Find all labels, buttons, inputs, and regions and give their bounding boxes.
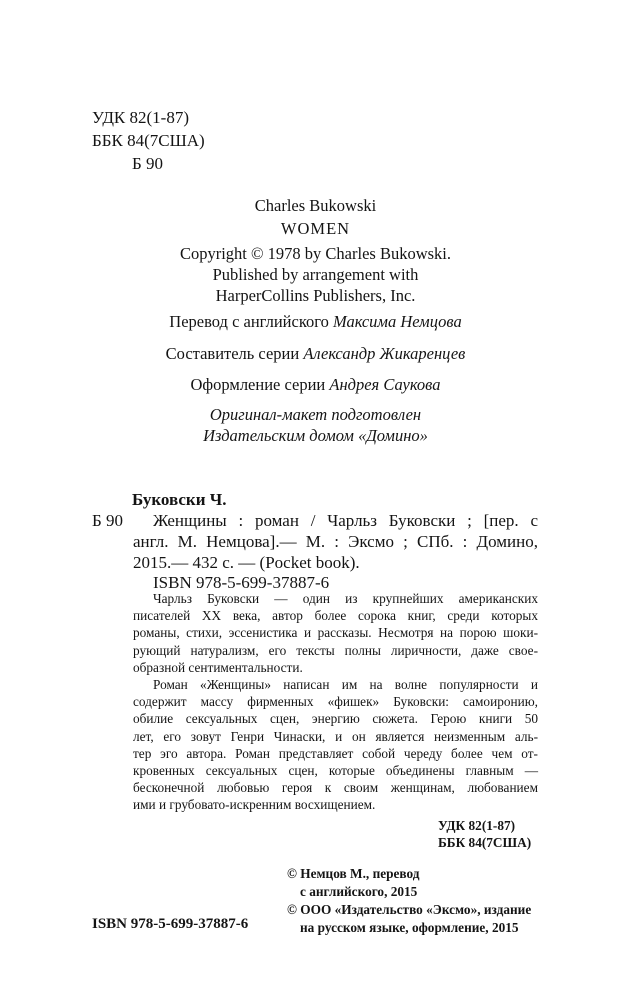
bbk-code-top: ББК 84(7США)	[92, 131, 205, 150]
annotation-line: Чарльз Буковски — один из крупнейших американских	[153, 591, 538, 606]
catalog-isbn: ISBN 978-5-699-37887-6	[153, 573, 330, 592]
copyright-translation-line-2: с английского, 2015	[300, 884, 418, 899]
layout-credit-line-2: Издательским домом «Домино»	[203, 426, 428, 445]
series-compiler-label: Составитель серии	[165, 344, 300, 363]
catalog-line: англ. М. Немцова].— М. : Эксмо ; СПб. : Домино,	[133, 532, 538, 551]
copyright-publisher-line-2: на русском языке, оформление, 2015	[300, 920, 519, 935]
translation-credit	[0, 311, 631, 332]
catalog-author-mark: Б 90	[92, 511, 124, 530]
original-title: WOMEN	[280, 219, 351, 238]
copyright-translation-line-1: © Немцов М., перевод	[287, 866, 420, 881]
series-design-name: Андрея Саукова	[329, 375, 441, 394]
annotation-line: бесконечной любовью героя к своим женщинам, любованием	[133, 780, 538, 796]
copyright-publisher-line-1: © ООО «Издательство «Эксмо», издание	[287, 902, 532, 917]
annotation-line: образной сентиментальности.	[133, 659, 303, 675]
annotation-line: рующий натурализм, его тексты полны лиричности, даже свое-	[133, 642, 538, 658]
annotation-paragraph-1	[133, 590, 538, 676]
copyright-line-3: HarperCollins Publishers, Inc.	[215, 286, 416, 305]
series-compiler-credit	[0, 343, 631, 364]
translator-name: Максима Немцова	[333, 312, 462, 331]
catalog-line: Женщины : роман / Чарльз Буковски ; [пер. с	[153, 511, 538, 530]
bbk-code-bottom: ББК 84(7США)	[438, 835, 532, 850]
annotation-line: писателей XX века, автор более сорока книг, среди которых	[133, 608, 538, 624]
series-design-credit	[0, 374, 631, 395]
author-mark-top: Б 90	[132, 154, 164, 173]
translation-label: Перевод с английского	[169, 312, 329, 331]
udk-code-bottom: УДК 82(1-87)	[438, 818, 516, 833]
catalog-heading: Буковски Ч.	[132, 490, 227, 509]
layout-credit-line-1: Оригинал-макет подготовлен	[209, 405, 422, 424]
series-compiler-name: Александр Жикаренцев	[303, 344, 466, 363]
annotation-line: обилие сексуальных сцен, энергию сюжета. Герою книги 50	[133, 711, 538, 727]
catalog-description	[133, 510, 538, 573]
annotation-line: лет, его зовут Генри Чинаски, и он является неизменным аль-	[133, 728, 538, 744]
original-author: Charles Bukowski	[254, 196, 377, 215]
copyright-line-1: Copyright © 1978 by Charles Bukowski.	[179, 244, 452, 263]
udk-code-top: УДК 82(1-87)	[92, 108, 189, 127]
annotation-line: Роман «Женщины» написан им на волне популярности и	[153, 677, 538, 692]
annotation-line: содержит массу фирменных «фишек» Буковски: самоиронию,	[133, 694, 538, 710]
annotation-line: романы, стихи, эссенистика и рассказы. Несмотря на порою шоки-	[133, 625, 538, 641]
annotation-paragraph-2	[133, 676, 538, 814]
annotation-line: тер эго автора. Роман представляет собой череду более чем от-	[133, 745, 538, 761]
series-design-label: Оформление серии	[190, 375, 326, 394]
annotation-line: ими и грубовато-искренним восхищением.	[133, 797, 376, 813]
copyright-line-2: Published by arrangement with	[212, 265, 419, 284]
catalog-line: 2015.— 432 с. — (Pocket book).	[133, 553, 360, 572]
bottom-isbn: ISBN 978-5-699-37887-6	[92, 916, 249, 932]
annotation-line: кровенных сексуальных сцен, которые объединены главным —	[133, 763, 538, 779]
